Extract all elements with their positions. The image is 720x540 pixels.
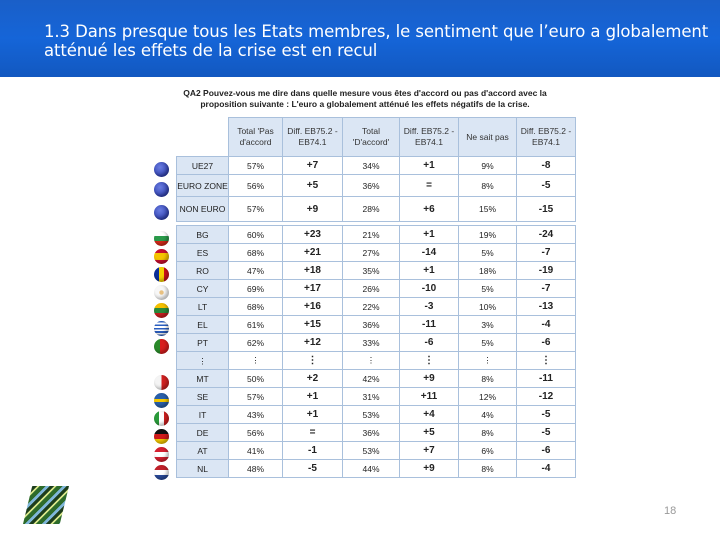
country-label: LT: [177, 298, 229, 316]
country-label: SE: [177, 388, 229, 406]
value-cell: 53%: [343, 442, 400, 460]
diff-cell: +1: [283, 388, 343, 406]
value-cell: 35%: [343, 262, 400, 280]
country-label: NON EURO: [177, 197, 229, 222]
table-row: [177, 226, 576, 244]
diff-cell: -15: [517, 197, 576, 222]
diff-cell: ⋮: [283, 352, 343, 370]
country-label: RO: [177, 262, 229, 280]
diff-cell: +4: [400, 406, 459, 424]
diff-cell: +16: [283, 298, 343, 316]
value-cell: 50%: [229, 370, 283, 388]
value-cell: 6%: [459, 442, 517, 460]
diff-cell: +2: [283, 370, 343, 388]
flag-icon-eu: [154, 205, 169, 220]
value-cell: 42%: [343, 370, 400, 388]
diff-cell: +12: [283, 334, 343, 352]
flag-icon-it: [154, 411, 169, 426]
country-label: PT: [177, 334, 229, 352]
value-cell: 8%: [459, 424, 517, 442]
table-row: [177, 298, 576, 316]
table-row: [177, 352, 576, 370]
diff-cell: +1: [400, 226, 459, 244]
flag-icon-eu: [154, 182, 169, 197]
diff-cell: +1: [400, 262, 459, 280]
value-cell: 5%: [459, 244, 517, 262]
diff-cell: +7: [400, 442, 459, 460]
table-row: [177, 370, 576, 388]
diff-cell: -5: [283, 460, 343, 478]
diff-cell: -5: [517, 175, 576, 197]
value-cell: 15%: [459, 197, 517, 222]
results-table: [176, 117, 576, 478]
value-cell: 10%: [459, 298, 517, 316]
value-cell: 57%: [229, 157, 283, 175]
diff-cell: -11: [517, 370, 576, 388]
country-label: NL: [177, 460, 229, 478]
column-header: Diff. EB75.2 - EB74.1: [283, 118, 343, 157]
country-label: ES: [177, 244, 229, 262]
value-cell: 61%: [229, 316, 283, 334]
table-row: [177, 316, 576, 334]
diff-cell: -8: [517, 157, 576, 175]
column-header: Ne sait pas: [459, 118, 517, 157]
country-label: MT: [177, 370, 229, 388]
value-cell: 22%: [343, 298, 400, 316]
table-row: [177, 280, 576, 298]
diff-cell: +18: [283, 262, 343, 280]
flag-icon-pt: [154, 339, 169, 354]
diff-cell: +23: [283, 226, 343, 244]
diff-cell: =: [283, 424, 343, 442]
value-cell: 47%: [229, 262, 283, 280]
value-cell: 36%: [343, 175, 400, 197]
diff-cell: +15: [283, 316, 343, 334]
value-cell: 33%: [343, 334, 400, 352]
diff-cell: -3: [400, 298, 459, 316]
diff-cell: +21: [283, 244, 343, 262]
country-label: EURO ZONE: [177, 175, 229, 197]
value-cell: 62%: [229, 334, 283, 352]
table-row: [177, 442, 576, 460]
table-row: [177, 406, 576, 424]
page-number: 18: [664, 505, 677, 517]
country-label: DE: [177, 424, 229, 442]
slide-title: 1.3 Dans presque tous les Etats membres, le sentiment que l’euro a globalement atténué les effets de la crise est en recul: [44, 22, 709, 60]
diff-cell: +5: [400, 424, 459, 442]
table-row: [177, 157, 576, 175]
flag-icon-el: [154, 321, 169, 336]
value-cell: 5%: [459, 280, 517, 298]
value-cell: 43%: [229, 406, 283, 424]
flag-icon-de: [154, 429, 169, 444]
diff-cell: -5: [517, 406, 576, 424]
table-row: [177, 197, 576, 222]
diff-cell: ⋮: [517, 352, 576, 370]
value-cell: 26%: [343, 280, 400, 298]
value-cell: 44%: [343, 460, 400, 478]
table-row: [177, 424, 576, 442]
value-cell: 28%: [343, 197, 400, 222]
diff-cell: -4: [517, 316, 576, 334]
table-row: [177, 244, 576, 262]
diff-cell: ⋮: [400, 352, 459, 370]
flag-icon-cy: [154, 285, 169, 300]
value-cell: ⋮: [229, 352, 283, 370]
value-cell: 31%: [343, 388, 400, 406]
diff-cell: -11: [400, 316, 459, 334]
value-cell: 8%: [459, 460, 517, 478]
country-label: CY: [177, 280, 229, 298]
value-cell: 8%: [459, 370, 517, 388]
diff-cell: -14: [400, 244, 459, 262]
diff-cell: +1: [400, 157, 459, 175]
diff-cell: -12: [517, 388, 576, 406]
diff-cell: +9: [400, 370, 459, 388]
flag-icon-se: [154, 393, 169, 408]
value-cell: 60%: [229, 226, 283, 244]
diff-cell: +9: [283, 197, 343, 222]
value-cell: 21%: [343, 226, 400, 244]
diff-cell: -13: [517, 298, 576, 316]
value-cell: 56%: [229, 175, 283, 197]
diff-cell: -24: [517, 226, 576, 244]
country-label: BG: [177, 226, 229, 244]
diff-cell: +9: [400, 460, 459, 478]
value-cell: 5%: [459, 334, 517, 352]
diff-cell: -6: [400, 334, 459, 352]
table-row: [177, 175, 576, 197]
flag-icon-mt: [154, 375, 169, 390]
diff-cell: +11: [400, 388, 459, 406]
diff-cell: -7: [517, 280, 576, 298]
country-label: UE27: [177, 157, 229, 175]
value-cell: 57%: [229, 197, 283, 222]
diff-cell: -5: [517, 424, 576, 442]
eurobarometer-logo: [23, 486, 69, 524]
table-row: [177, 334, 576, 352]
table-row: [177, 388, 576, 406]
value-cell: 57%: [229, 388, 283, 406]
value-cell: 3%: [459, 316, 517, 334]
value-cell: 12%: [459, 388, 517, 406]
country-label: IT: [177, 406, 229, 424]
value-cell: 4%: [459, 406, 517, 424]
value-cell: 53%: [343, 406, 400, 424]
value-cell: 36%: [343, 316, 400, 334]
country-label: AT: [177, 442, 229, 460]
value-cell: 27%: [343, 244, 400, 262]
value-cell: 68%: [229, 298, 283, 316]
flag-icon-ro: [154, 267, 169, 282]
diff-cell: +5: [283, 175, 343, 197]
value-cell: 56%: [229, 424, 283, 442]
value-cell: 41%: [229, 442, 283, 460]
value-cell: 36%: [343, 424, 400, 442]
value-cell: 19%: [459, 226, 517, 244]
table-row: [177, 460, 576, 478]
value-cell: 68%: [229, 244, 283, 262]
country-label: ⋮: [177, 352, 229, 370]
column-header: Diff. EB75.2 - EB74.1: [400, 118, 459, 157]
diff-cell: -6: [517, 334, 576, 352]
diff-cell: +17: [283, 280, 343, 298]
diff-cell: -4: [517, 460, 576, 478]
diff-cell: +6: [400, 197, 459, 222]
diff-cell: -6: [517, 442, 576, 460]
flag-icon-es: [154, 249, 169, 264]
country-label: EL: [177, 316, 229, 334]
survey-question: QA2 Pouvez-vous me dire dans quelle mesure vous êtes d'accord ou pas d'accord avec la proposition suivante : L'euro a globalement atténué les effets négatifs de la crise.: [183, 88, 547, 109]
flag-icon-lt: [154, 303, 169, 318]
flag-icon-at: [154, 447, 169, 462]
column-header: Total 'D'accord': [343, 118, 400, 157]
value-cell: ⋮: [343, 352, 400, 370]
value-cell: 34%: [343, 157, 400, 175]
diff-cell: -19: [517, 262, 576, 280]
value-cell: ⋮: [459, 352, 517, 370]
value-cell: 69%: [229, 280, 283, 298]
value-cell: 18%: [459, 262, 517, 280]
column-header: Diff. EB75.2 - EB74.1: [517, 118, 576, 157]
value-cell: 8%: [459, 175, 517, 197]
diff-cell: -7: [517, 244, 576, 262]
diff-cell: -10: [400, 280, 459, 298]
flag-icon-nl: [154, 465, 169, 480]
value-cell: 9%: [459, 157, 517, 175]
header-blank: [177, 118, 229, 157]
value-cell: 48%: [229, 460, 283, 478]
diff-cell: =: [400, 175, 459, 197]
flag-icon-eu: [154, 162, 169, 177]
diff-cell: -1: [283, 442, 343, 460]
column-header: Total 'Pas d'accord: [229, 118, 283, 157]
diff-cell: +1: [283, 406, 343, 424]
table-row: [177, 262, 576, 280]
diff-cell: +7: [283, 157, 343, 175]
flag-icon-bg: [154, 231, 169, 246]
